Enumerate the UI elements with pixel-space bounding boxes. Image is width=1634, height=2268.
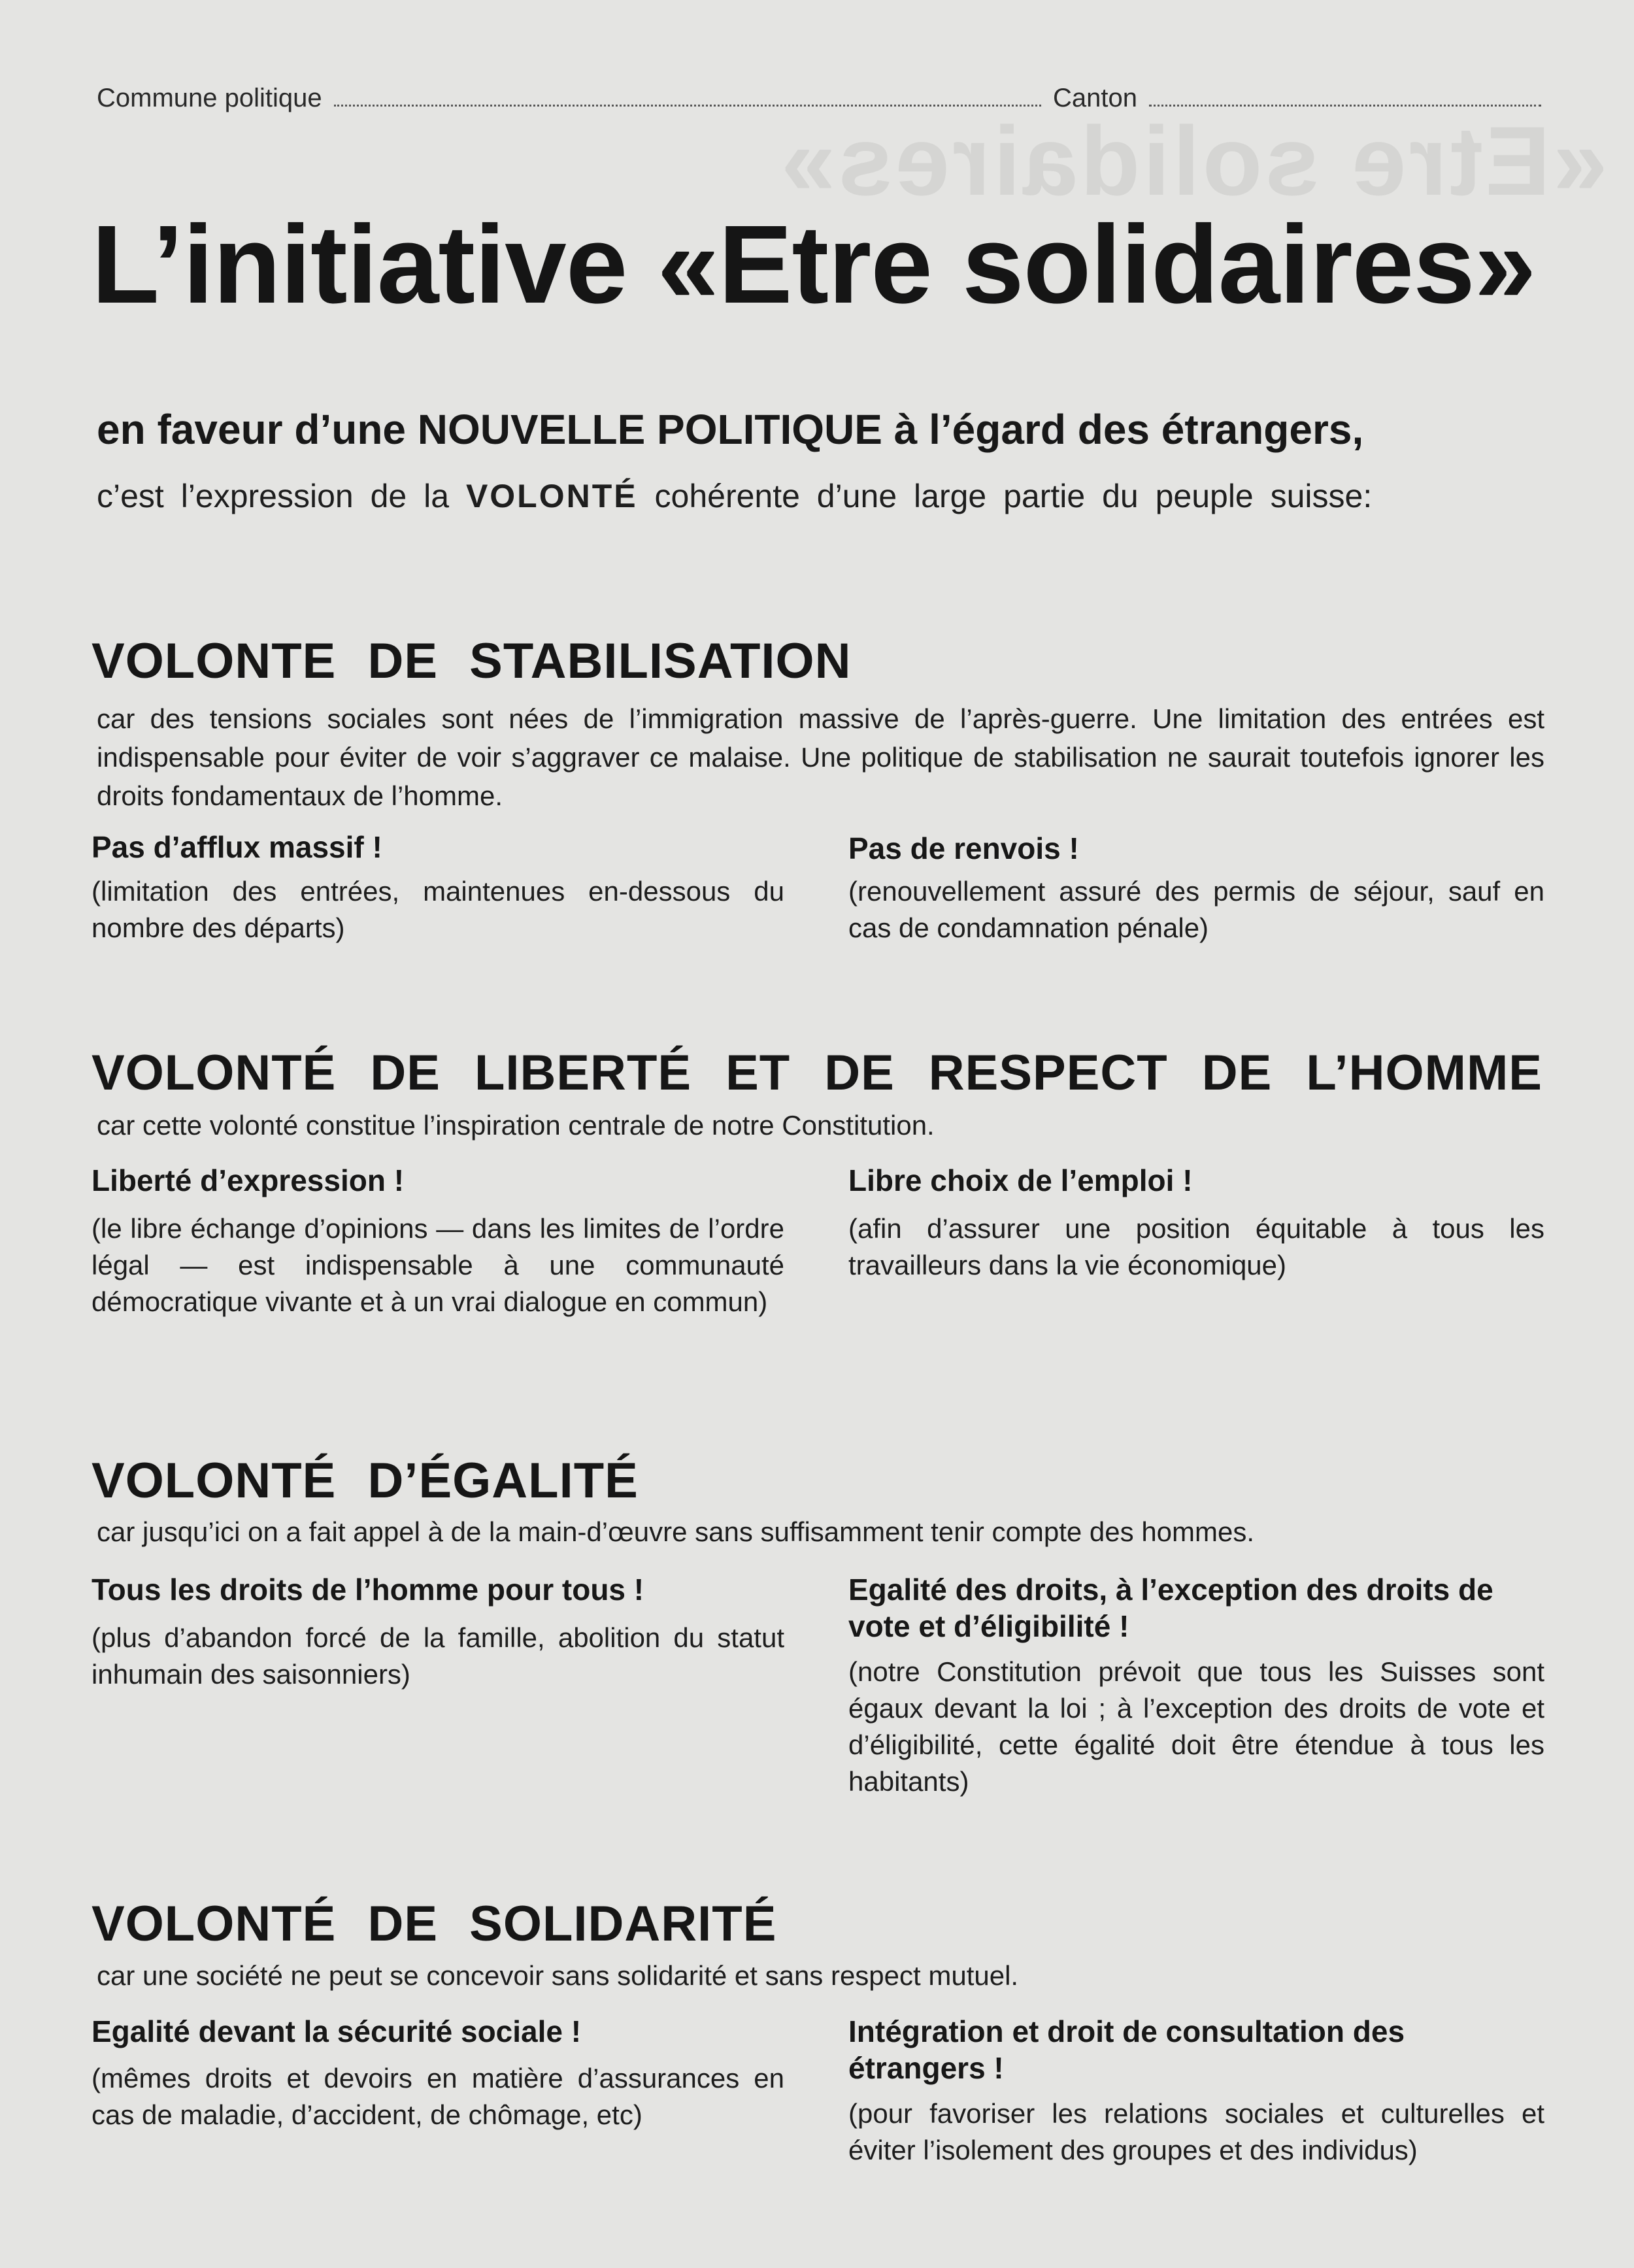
commune-field <box>334 105 1041 107</box>
point-text: (plus d’abandon forcé de la famille, abolition du statut inhumain des saisonniers) <box>92 1622 784 1690</box>
commune-label: Commune politique <box>97 84 322 112</box>
point-title: Egalité devant la sécurité sociale ! <box>92 2014 582 2048</box>
intro-emphasis: VOLONTÉ <box>465 478 638 514</box>
section-description-egalite: car jusqu’ici on a fait appel à de la main-d’œuvre sans suffisamment tenir compte des hommes. <box>97 1516 1255 1547</box>
point-title: Tous les droits de l’homme pour tous ! <box>92 1573 644 1607</box>
point-title: Intégration et droit de consultation des étrangers ! <box>848 2014 1405 2085</box>
canton-label: Canton <box>1053 84 1137 112</box>
heading-word: DE <box>824 1045 895 1101</box>
page-title: L’initiative «Etre solidaires» <box>92 203 1536 327</box>
section-heading-liberte <box>92 1044 1542 1101</box>
header-fields <box>97 84 1541 113</box>
heading-word: LIBERTÉ <box>474 1045 692 1101</box>
point-text: (pour favoriser les relations sociales et culturelles et éviter l’isolement des groupes et des individus) <box>848 2098 1544 2165</box>
intro-before: c’est l’expression de la <box>97 478 450 514</box>
heading-word: L’HOMME <box>1306 1045 1542 1101</box>
point-text: (notre Constitution prévoit que tous les Suisses sont égaux devant la loi ; à l’exception des droits de vote et d’éligibilité, cette égalité doit être étendue à tous les habitants) <box>848 1656 1544 1797</box>
intro-after: cohérente d’une large partie du peuple suisse: <box>654 478 1373 514</box>
point-title: Pas d’afflux massif ! <box>92 830 382 864</box>
intro-line <box>97 477 1541 515</box>
heading-word: DE <box>1201 1045 1273 1101</box>
point-text: (mêmes droits et devoirs en matière d’assurances en cas de maladie, d’accident, de chômage, etc) <box>92 2063 784 2130</box>
heading-word: RESPECT <box>928 1045 1168 1101</box>
point-text: (afin d’assurer une position équitable à tous les travailleurs dans la vie économique) <box>848 1213 1544 1280</box>
canton-field <box>1149 105 1541 107</box>
section-description-stabilisation: car des tensions sociales sont nées de l’immigration massive de l’après-guerre. Une limitation des entrées est indispensable pour éviter de voir s’aggraver ce malaise. Une politique de stabilisation ne saurait toutefois ignorer les droits fondamentaux de l’homme. <box>97 703 1544 811</box>
point-text: (limitation des entrées, maintenues en-dessous du nombre des départs) <box>92 876 784 943</box>
point-title: Egalité des droits, à l’exception des droits de vote et d’éligibilité ! <box>848 1573 1493 1643</box>
bleed-through-text: «Etre solidaires» <box>778 106 1608 216</box>
heading-word: ET <box>725 1045 791 1101</box>
section-heading-solidarite: VOLONTÉ DE SOLIDARITÉ <box>92 1896 777 1952</box>
heading-word: DE <box>370 1045 441 1101</box>
section-heading-stabilisation: VOLONTE DE STABILISATION <box>92 633 852 689</box>
point-title: Liberté d’expression ! <box>92 1163 405 1197</box>
point-title: Libre choix de l’emploi ! <box>848 1163 1193 1197</box>
point-text: (le libre échange d’opinions — dans les limites de l’ordre légal — est indispensable à une communauté démocratique vivante et à un vrai dialogue en commun) <box>92 1213 784 1317</box>
point-title: Pas de renvois ! <box>848 831 1079 865</box>
point-text: (renouvellement assuré des permis de séjour, sauf en cas de condamnation pénale) <box>848 876 1544 943</box>
section-heading-egalite: VOLONTÉ D’ÉGALITÉ <box>92 1453 639 1509</box>
subtitle: en faveur d’une NOUVELLE POLITIQUE à l’égard des étrangers, <box>97 406 1364 453</box>
section-description-solidarite: car une société ne peut se concevoir sans solidarité et sans respect mutuel. <box>97 1960 1019 1991</box>
heading-word: VOLONTÉ <box>92 1045 337 1101</box>
section-description-liberte: car cette volonté constitue l’inspiration centrale de notre Constitution. <box>97 1110 935 1141</box>
